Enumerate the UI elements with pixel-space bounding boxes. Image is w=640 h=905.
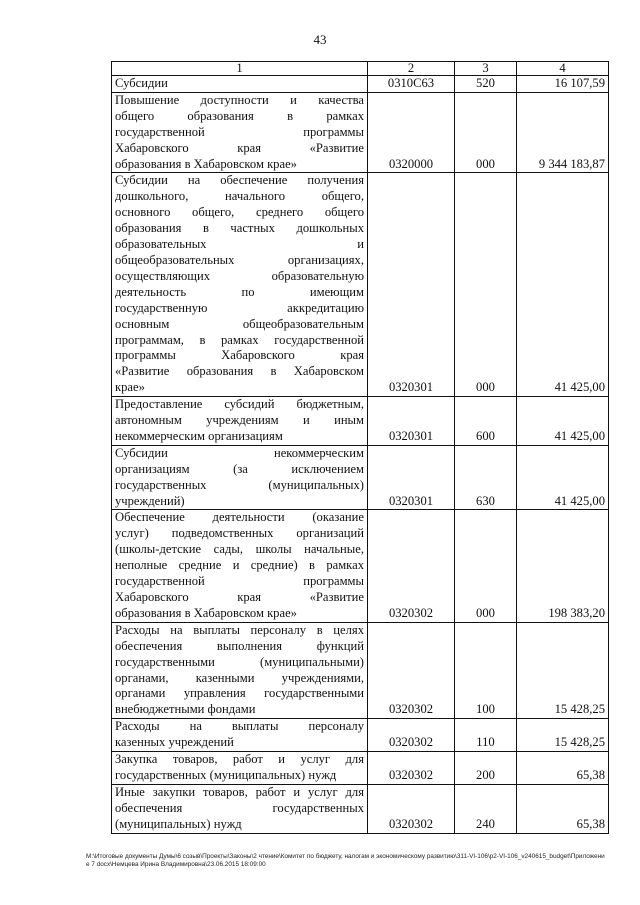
header-col-2: 2	[368, 62, 455, 76]
description-line: (школы-детские сады, школы начальные,	[115, 542, 364, 557]
table-row	[112, 445, 609, 510]
row-expense-type: 630	[455, 445, 517, 510]
description-line: автономным учреждениям и иным	[115, 413, 364, 428]
description-line: образования в частных дошкольных	[115, 221, 364, 236]
description-line: обеспечения государственных	[115, 800, 364, 815]
description-line: услуг) подведомственных организаций	[115, 526, 364, 541]
description-line: образования в Хабаровском крае»	[115, 156, 297, 171]
description-line: государственную аккредитацию	[115, 300, 364, 315]
table-row	[112, 510, 609, 622]
row-amount: 41 425,00	[517, 397, 609, 446]
description-line: государственной программы	[115, 124, 364, 139]
description-line: органами, казенными учреждениями,	[115, 670, 364, 685]
description-line: деятельность по имеющим	[115, 284, 364, 299]
description-line: (муниципальных) нужд	[115, 816, 242, 831]
table-row	[112, 173, 609, 397]
description-line: государственных (муниципальных)	[115, 477, 364, 492]
description-line: программы Хабаровского края	[115, 348, 364, 363]
row-target-code: 0320302	[368, 752, 455, 785]
row-description	[112, 445, 368, 510]
table-row	[112, 784, 609, 833]
table-row	[112, 752, 609, 785]
table-row	[112, 719, 609, 752]
description-line: казенных учреждений	[115, 735, 234, 750]
row-description	[112, 719, 368, 752]
description-line: образования в Хабаровском крае»	[115, 605, 297, 620]
description-line: основного общего, среднего общего	[115, 205, 364, 220]
table-header-row	[112, 62, 609, 76]
description-line: общеобразовательных организациях,	[115, 252, 364, 267]
description-line: Предоставление субсидий бюджетным,	[115, 397, 364, 412]
description-line: Закупка товаров, работ и услуг для	[115, 752, 364, 767]
description-line: Субсидии	[115, 76, 168, 90]
row-target-code: 0320302	[368, 784, 455, 833]
row-amount: 198 383,20	[517, 510, 609, 622]
description-line: органами управления государственными	[115, 686, 364, 701]
description-line: Иные закупки товаров, работ и услуг для	[115, 784, 364, 799]
description-line: государственной программы	[115, 574, 364, 589]
header-col-4: 4	[517, 62, 609, 76]
row-target-code: 0320301	[368, 397, 455, 446]
header-col-3: 3	[455, 62, 517, 76]
row-amount: 65,38	[517, 752, 609, 785]
row-expense-type: 000	[455, 510, 517, 622]
budget-table	[111, 61, 609, 834]
row-amount: 15 428,25	[517, 719, 609, 752]
row-amount: 65,38	[517, 784, 609, 833]
description-line: обеспечения выполнения функций	[115, 638, 364, 653]
row-expense-type: 100	[455, 622, 517, 718]
description-line: организациям (за исключением	[115, 461, 364, 476]
description-line: Субсидии некоммерческим	[115, 445, 364, 460]
description-line: крае»	[115, 380, 145, 395]
description-line: Хабаровского края «Развитие	[115, 590, 364, 604]
row-target-code: 0320302	[368, 622, 455, 718]
row-amount: 16 107,59	[517, 76, 609, 93]
row-expense-type: 000	[455, 92, 517, 173]
description-line: государственными (муниципальными)	[115, 654, 364, 669]
row-description	[112, 76, 368, 93]
row-description	[112, 784, 368, 833]
row-target-code: 0320302	[368, 719, 455, 752]
row-amount: 41 425,00	[517, 173, 609, 397]
row-amount: 41 425,00	[517, 445, 609, 510]
row-description	[112, 510, 368, 622]
row-description	[112, 397, 368, 446]
row-expense-type: 600	[455, 397, 517, 446]
description-line: «Развитие образования в Хабаровском	[115, 364, 364, 379]
row-expense-type: 240	[455, 784, 517, 833]
page-number: 43	[313, 32, 327, 47]
description-line: дошкольного, начального общего,	[115, 189, 364, 204]
description-line: программам, в рамках государственной	[115, 332, 364, 347]
row-target-code: 0320301	[368, 173, 455, 397]
description-line: внебюджетными фондами	[115, 702, 256, 717]
description-line: общего образования в рамках	[115, 108, 364, 123]
description-line: государственных (муниципальных) нужд	[115, 767, 337, 782]
row-target-code: 0320000	[368, 92, 455, 173]
description-line: основным общеобразовательным	[115, 316, 364, 331]
description-line: осуществляющих образовательную	[115, 268, 364, 283]
row-description	[112, 92, 368, 173]
row-expense-type: 200	[455, 752, 517, 785]
table-row	[112, 92, 609, 173]
row-description	[112, 752, 368, 785]
description-line: Расходы на выплаты персоналу	[115, 719, 364, 734]
row-expense-type: 520	[455, 76, 517, 93]
row-expense-type: 000	[455, 173, 517, 397]
document-footer-path: M:\Итоговые документы Думы\6 созыв\Проекты\Законы\2 чтение\Комитет по бюджету, налогам и экономическому развитию\311-VI-106\p2-VI-106_v240615_budget\Приложение 7 docx\Немцева Ирина Владимировна\23.06.2015 18:09:00	[86, 853, 605, 868]
table-row	[112, 622, 609, 718]
table-row	[112, 76, 609, 93]
row-target-code: 0310С63	[368, 76, 455, 93]
description-line: Повышение доступности и качества	[115, 92, 364, 107]
description-line: неполные средние и средние) в рамках	[115, 558, 364, 573]
description-line: Обеспечение деятельности (оказание	[115, 510, 364, 525]
row-expense-type: 110	[455, 719, 517, 752]
row-amount: 9 344 183,87	[517, 92, 609, 173]
row-target-code: 0320302	[368, 510, 455, 622]
row-description	[112, 622, 368, 718]
description-line: учреждений)	[115, 493, 185, 508]
description-line: Расходы на выплаты персоналу в целях	[115, 622, 364, 637]
row-amount: 15 428,25	[517, 622, 609, 718]
header-col-1: 1	[112, 62, 368, 76]
row-description	[112, 173, 368, 397]
description-line: Субсидии на обеспечение получения	[115, 173, 364, 188]
table-row	[112, 397, 609, 446]
description-line: некоммерческим организациям	[115, 428, 283, 443]
description-line: образовательных и	[115, 237, 364, 252]
row-target-code: 0320301	[368, 445, 455, 510]
description-line: Хабаровского края «Развитие	[115, 140, 364, 155]
